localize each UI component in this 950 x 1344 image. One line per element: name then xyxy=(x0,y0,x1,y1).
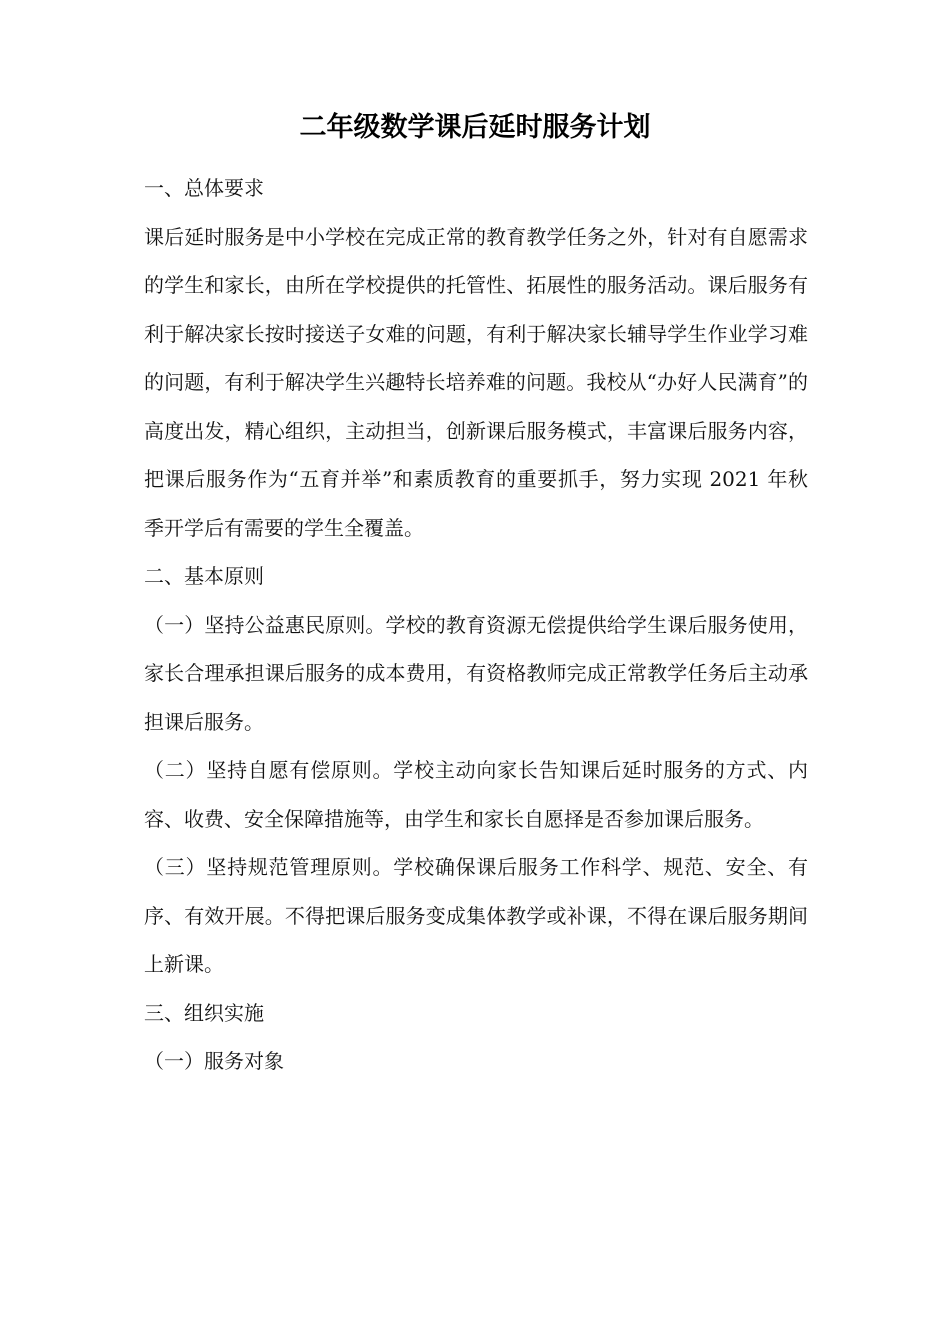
paragraph-principle-management: （三）坚持规范管理原则。学校确保课后服务工作科学、规范、安全、有序、有效开展。不得把课后服务变成集体教学或补课，不得在课后服务期间上新课。 xyxy=(144,855,808,976)
section-heading-implementation: 三、组织实施 xyxy=(144,1000,264,1025)
paragraph-general-requirements: 课后延时服务是中小学校在完成正常的教育教学任务之外，针对有自愿需求的学生和家长，由所在学校提供的托管性、拓展性的服务活动。课后服务有利于解决家长按时接送子女难的问题，有利于解决家长辅导学生作业学习难的问题，有利于解决学生兴趣特长培养难的问题。我校从“办好人民满育”的高度出发，精心组织，主动担当，创新课后服务模式，丰富课后服务内容，把课后服务作为“五育并举”和素质教育的重要抓手，努力实现 2021 年秋季开学后有需要的学生全覆盖。 xyxy=(144,224,808,540)
document-body xyxy=(144,164,808,1086)
paragraph-principle-public-welfare: （一）坚持公益惠民原则。学校的教育资源无偿提供给学生课后服务使用，家长合理承担课后服务的成本费用，有资格教师完成正常教学任务后主动承担课后服务。 xyxy=(144,612,808,734)
paragraph-principle-voluntary: （二）坚持自愿有偿原则。学校主动向家长告知课后延时服务的方式、内容、收费、安全保障措施等，由学生和家长自愿择是否参加课后服务。 xyxy=(144,758,808,831)
section-heading-general-requirements: 一、总体要求 xyxy=(144,176,264,200)
section-heading-basic-principles: 二、基本原则 xyxy=(144,564,264,588)
subheading-service-targets: （一）服务对象 xyxy=(144,1049,284,1073)
document-title: 二年级数学课后延时服务计划 xyxy=(299,112,651,143)
